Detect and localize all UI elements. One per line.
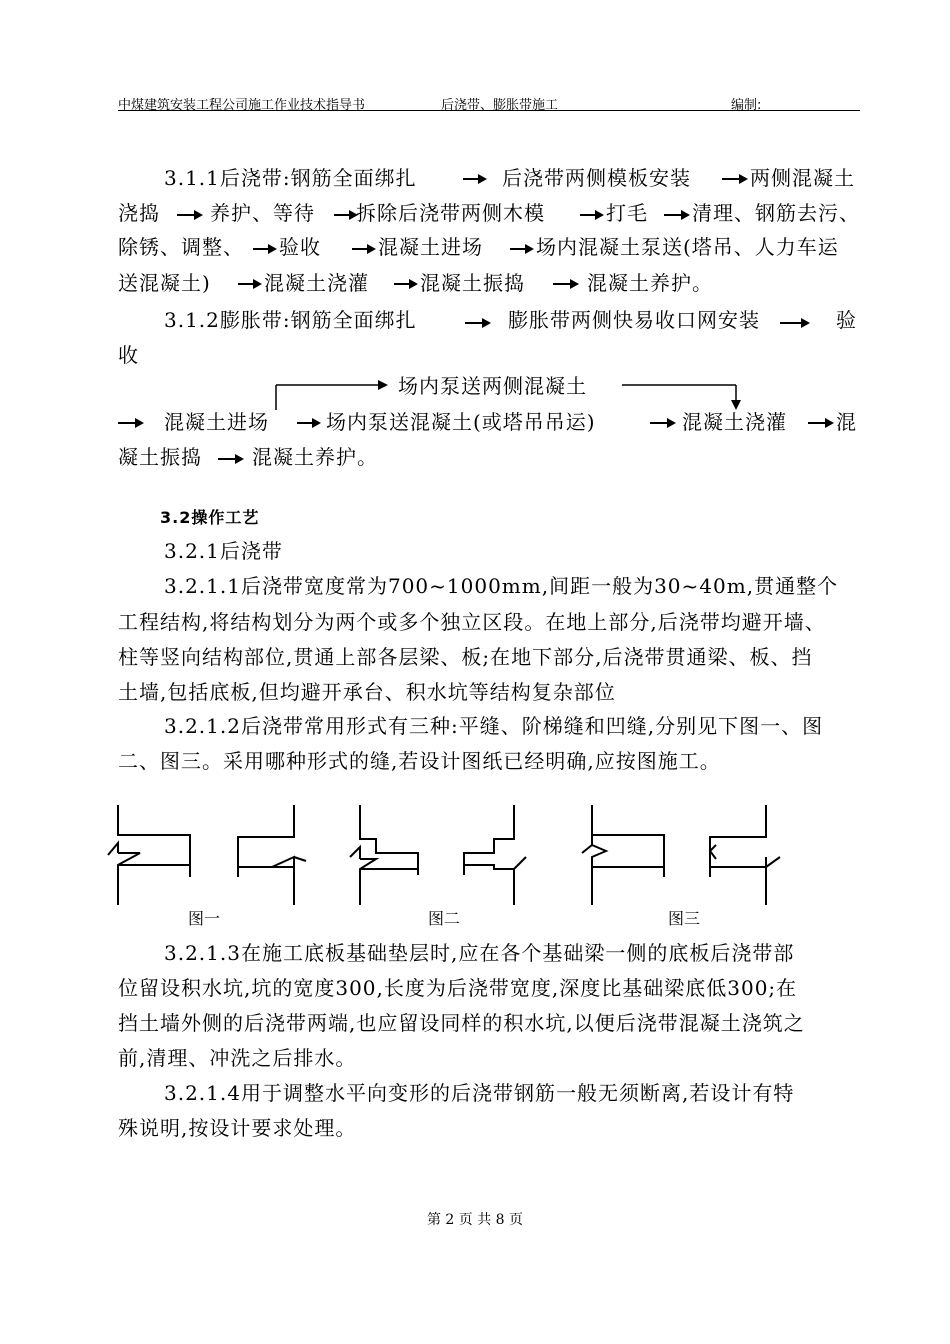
para-line: 3.2.1.1后浇带宽度常为700~1000mm,间距一般为30~40m,贯通整个 (164, 574, 839, 598)
flow-text: 混凝土进场 (164, 410, 269, 434)
flow-text: 浇捣 (118, 201, 160, 225)
flow-text: 混凝土进场 (378, 235, 483, 259)
flow-text: 收 (118, 343, 139, 367)
flow-text: 养护、等待 (210, 201, 315, 225)
subsection-heading: 3.2.1后浇带 (164, 539, 283, 563)
groove-joint-figure (582, 805, 780, 905)
flow-text: 后浇带两侧模板安装 (502, 166, 691, 190)
flow-text: 场内混凝土泵送(塔吊、人力车运 (536, 235, 839, 259)
figure-label: 图三 (668, 909, 701, 928)
joint-figures (0, 795, 950, 905)
header-topic: 后浇带、膨胀带施工 (441, 98, 559, 113)
flow-text: 送混凝土) (118, 271, 211, 295)
flow-text: 混 (836, 410, 857, 434)
para-line: 工程结构,将结构划分为两个或多个独立区段。在地上部分,后浇带均避开墙、 (118, 610, 826, 634)
para-line: 位留设积水坑,坑的宽度300,长度为后浇带宽度,深度比基础梁底低300;在 (118, 976, 798, 1000)
branch-bracket (0, 0, 950, 430)
para-line: 殊说明,按设计要求处理。 (118, 1116, 357, 1140)
para-line: 3.2.1.3在施工底板基础垫层时,应在各个基础梁一侧的底板后浇带部 (164, 941, 795, 965)
para-line: 挡土墙外侧的后浇带两端,也应留设同样的积水坑,以便后浇带混凝土浇筑之 (118, 1011, 805, 1035)
flow-text: 验收 (279, 235, 321, 259)
flow-arrow-icon (808, 422, 832, 424)
page-number: 第 2 页 共 8 页 (426, 1212, 524, 1228)
flow-text: 场内泵送混凝土(或塔吊吊运) (326, 410, 596, 434)
flow-text: 两侧混凝土 (750, 166, 855, 190)
flow-text: 混凝土浇灌 (682, 410, 787, 434)
flow-text: 混凝土振捣 (420, 271, 525, 295)
para-line: 土墙,包括底板,但均避开承台、积水坑等结构复杂部位 (118, 680, 616, 704)
flow-text: 膨胀带两侧快易收口网安装 (508, 308, 760, 332)
flow-arrow-icon (218, 458, 242, 460)
figure-label: 图一 (188, 909, 221, 928)
branch-text: 场内泵送两侧混凝土 (398, 374, 587, 398)
flow-text: 打毛 (606, 201, 648, 225)
flow-text: 混凝土养护。 (587, 271, 713, 295)
flow-text: 验 (836, 308, 857, 332)
header-author: 编制: (731, 98, 762, 113)
flow-text: 混凝土养护。 (252, 445, 378, 469)
flow-text: 清理、钢筋去污、 (692, 201, 860, 225)
flow-text: 除锈、调整、 (118, 235, 244, 259)
flat-joint-figure (108, 805, 306, 905)
stepped-joint-figure (350, 805, 526, 905)
flow-text: 混凝土浇灌 (264, 271, 369, 295)
para-line: 前,清理、冲洗之后排水。 (118, 1046, 357, 1070)
flow-text: 3.1.2膨胀带:钢筋全面绑扎 (164, 308, 417, 332)
flow-text: 3.1.1后浇带:钢筋全面绑扎 (164, 166, 417, 190)
figure-label: 图二 (428, 909, 461, 928)
para-line: 3.2.1.2后浇带常用形式有三种:平缝、阶梯缝和凹缝,分别见下图一、图 (164, 714, 824, 738)
flow-arrow-icon (650, 422, 674, 424)
flow-arrow-icon (297, 422, 319, 424)
flow-arrow-icon (118, 422, 142, 424)
flow-text: 凝土振捣 (118, 445, 202, 469)
section-heading: 3.2操作工艺 (160, 508, 260, 527)
para-line: 柱等竖向结构部位,贯通上部各层梁、板;在地下部分,后浇带贯通梁、板、挡 (118, 645, 813, 669)
para-line: 二、图三。采用哪种形式的缝,若设计图纸已经明确,应按图施工。 (118, 749, 721, 773)
header-company: 中煤建筑安装工程公司施工作业技术指导书 (118, 98, 366, 113)
flow-text: 拆除后浇带两侧木模 (356, 201, 545, 225)
para-line: 3.2.1.4用于调整水平向变形的后浇带钢筋一般无须断离,若设计有特 (164, 1081, 795, 1105)
